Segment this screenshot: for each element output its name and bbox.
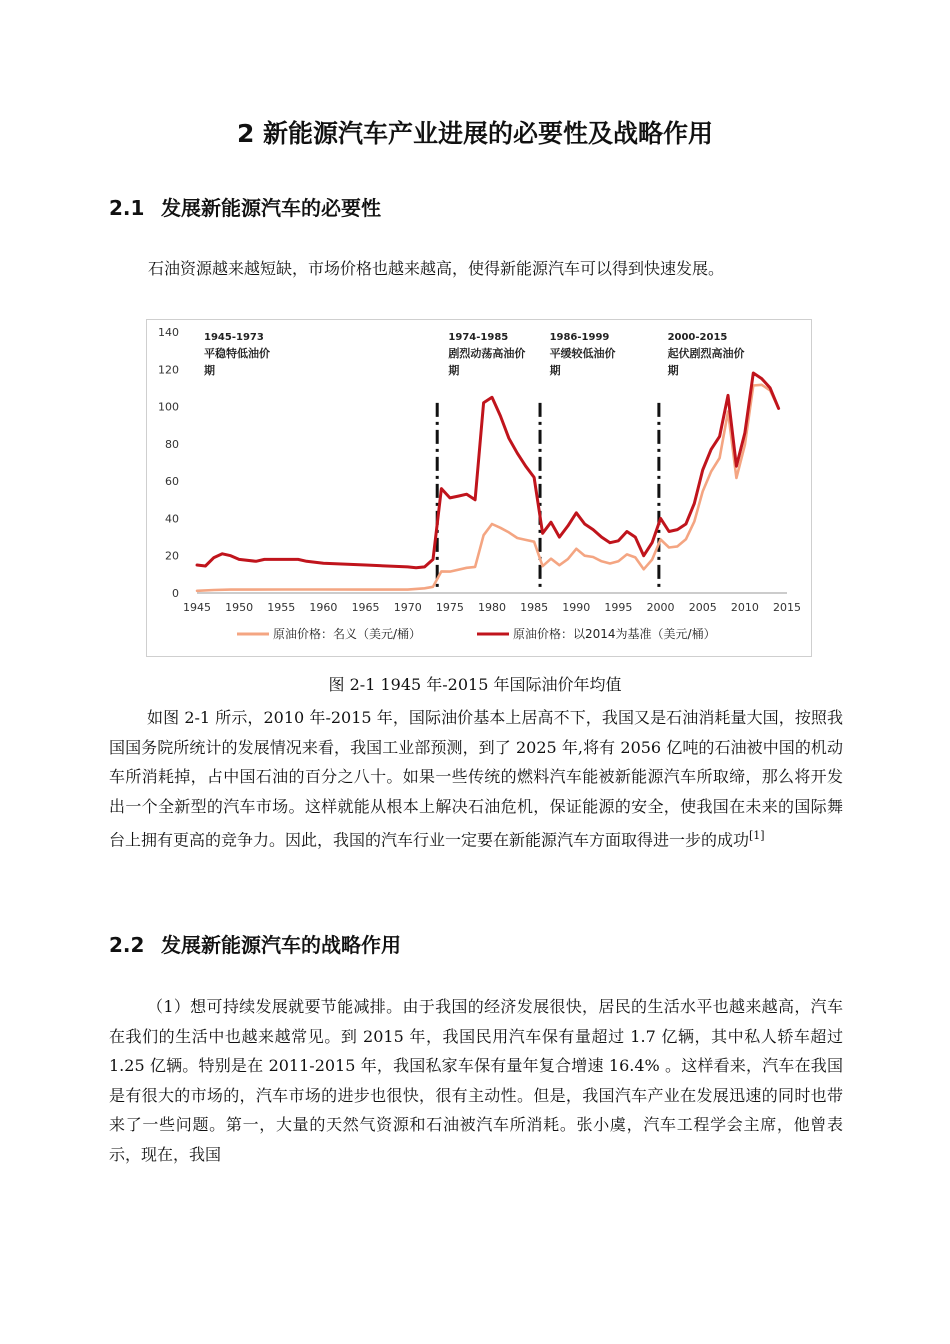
period-range-label: 1945-1973 (204, 332, 264, 343)
section-heading-2-2 (109, 929, 401, 958)
x-tick-label: 1980 (478, 601, 506, 614)
y-tick-label: 120 (158, 363, 179, 377)
x-tick-label: 1990 (562, 601, 591, 614)
legend-label: 原油价格：名义（美元/桶） (273, 627, 422, 641)
y-tick-label: 100 (158, 400, 179, 414)
x-tick-label: 2010 (730, 601, 759, 614)
series-line (197, 373, 779, 568)
period-label: 剧烈动荡高油价 (448, 347, 526, 360)
x-tick-label: 2015 (773, 601, 801, 614)
period-label-suffix: 期 (667, 364, 679, 377)
x-tick-label: 2000 (646, 601, 675, 614)
section-title: 发展新能源汽车的必要性 (161, 196, 381, 220)
x-tick-label: 1970 (393, 601, 422, 614)
y-tick-label: 140 (158, 326, 179, 339)
chart-svg (147, 320, 811, 656)
y-tick-label: 60 (165, 475, 179, 489)
citation-ref: [1] (749, 829, 765, 842)
x-tick-label: 1945 (183, 601, 211, 614)
period-range-label: 1986-1999 (549, 332, 610, 343)
x-tick-label: 1975 (435, 601, 464, 614)
x-tick-label: 2005 (688, 601, 717, 614)
y-tick-label: 80 (165, 437, 179, 451)
section-number: 2.2 (109, 933, 145, 957)
x-tick-label: 1950 (225, 601, 254, 614)
lead-paragraph: 石油资源越来越短缺，市场价格也越来越高，使得新能源汽车可以得到快速发展。 (148, 259, 725, 278)
period-label: 平缓较低油价 (549, 347, 616, 360)
x-tick-label: 1985 (520, 601, 549, 614)
period-label-suffix: 期 (549, 364, 561, 377)
period-label: 起伏剧烈高油价 (667, 347, 745, 360)
section-heading-2-1 (109, 192, 381, 221)
period-label-suffix: 期 (204, 364, 215, 377)
period-range-label: 2000-2015 (667, 332, 728, 343)
paragraph-2: （1）想可持续发展就要节能减排。由于我国的经济发展很快，居民的生活水平也越来越高，汽车在我们的生活中也越来越常见。到 2015 年，我国民用汽车保有量超过 1.7 亿辆，其中私人轿车超过 1.25 亿辆。特别是在 2011-2015 年，我国私家车保有量年复合增速 16.4% 。这样看来，汽车在我国是有很大的市场的，汽车市场的进步也很快，很有主动性。但是，我国汽车产业在发展迅速的同时也带来了一些问题。第一，大量的天然气资源和石油被汽车所消耗。张小虞，汽车工程学会主席，他曾表示，现在，我国 (109, 997, 843, 1164)
section-number: 2.1 (109, 196, 145, 220)
paragraph-1 (109, 703, 843, 855)
paragraph-1-text: 如图 2-1 所示，2010 年-2015 年，国际油价基本上居高不下，我国又是石油消耗量大国，按照我国国务院所统计的发展情况来看，我国工业部预测，到了 2025 年,将有 2056 亿吨的石油被中国的机动车所消耗掉，占中国石油的百分之八十。如果一些传统的燃料汽车能被新能源汽车所取缔，那么将开发出一个全新型的汽车市场。这样就能从根本上解决石油危机，保证能源的安全，使我国在未来的国际舞台上拥有更高的竞争力。因此，我国的汽车行业一定要在新能源汽车方面取得进一步的成功 (109, 708, 843, 850)
period-label-suffix: 期 (448, 364, 460, 377)
page-title: 2 新能源汽车产业进展的必要性及战略作用 (236, 119, 714, 148)
y-tick-label: 20 (165, 549, 179, 563)
y-tick-label: 0 (172, 587, 179, 600)
x-tick-label: 1960 (309, 601, 338, 614)
x-tick-label: 1965 (351, 601, 380, 614)
period-range-label: 1974-1985 (448, 332, 509, 343)
x-tick-label: 1995 (604, 601, 633, 614)
period-label: 平稳特低油价 (204, 347, 270, 360)
legend-label: 原油价格：以2014为基准（美元/桶） (513, 627, 716, 641)
x-tick-label: 1955 (267, 601, 296, 614)
y-tick-label: 40 (165, 512, 179, 526)
figure-caption: 图 2-1 1945 年-2015 年国际油价年均值 (328, 675, 622, 694)
section-title: 发展新能源汽车的战略作用 (161, 933, 401, 957)
oil-price-chart (146, 319, 812, 657)
